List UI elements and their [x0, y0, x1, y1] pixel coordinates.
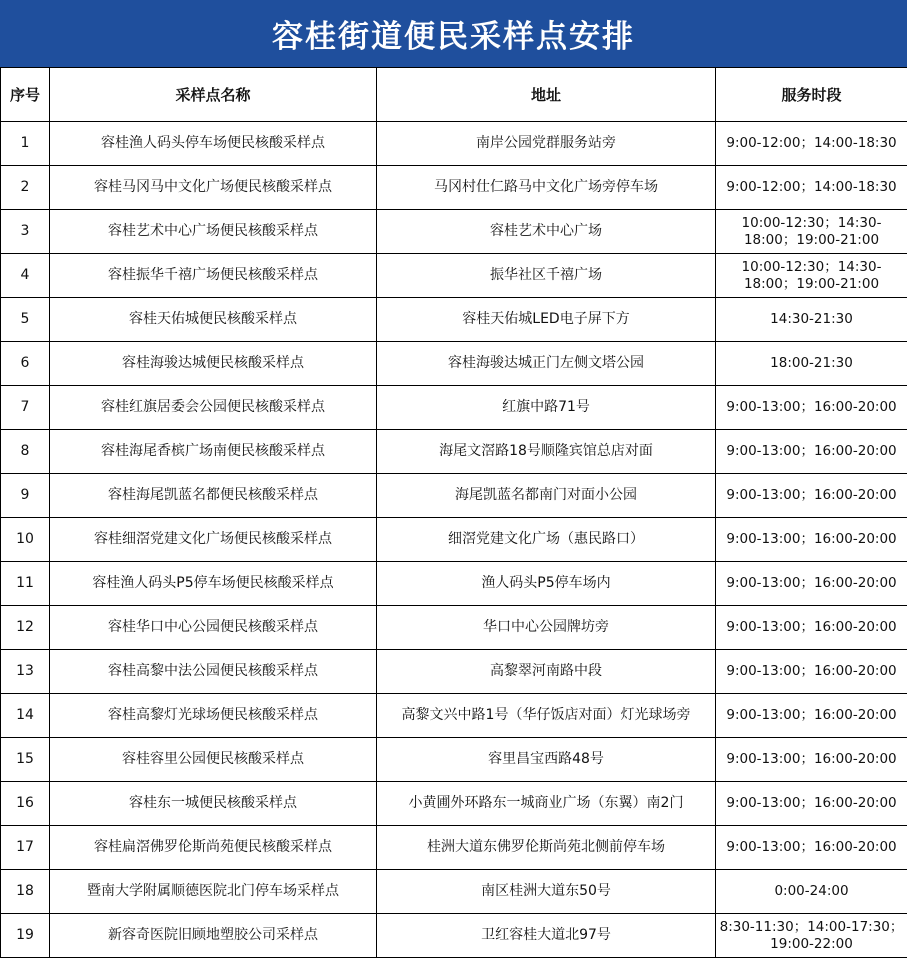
cell-time: 14:30-21:30	[716, 298, 907, 342]
cell-no: 1	[1, 122, 50, 166]
cell-name: 容桂马冈马中文化广场便民核酸采样点	[50, 166, 377, 210]
cell-no: 19	[1, 914, 50, 958]
cell-time: 9:00-13:00；16:00-20:00	[716, 474, 907, 518]
cell-name: 容桂海骏达城便民核酸采样点	[50, 342, 377, 386]
cell-no: 5	[1, 298, 50, 342]
cell-no: 7	[1, 386, 50, 430]
table-row	[1, 870, 907, 914]
cell-no: 10	[1, 518, 50, 562]
table-row	[1, 298, 907, 342]
cell-no: 12	[1, 606, 50, 650]
sampling-points-table	[0, 67, 907, 958]
cell-time: 9:00-13:00；16:00-20:00	[716, 606, 907, 650]
cell-time: 0:00-24:00	[716, 870, 907, 914]
header-no: 序号	[1, 68, 50, 122]
table-row	[1, 562, 907, 606]
cell-no: 3	[1, 210, 50, 254]
table-row	[1, 738, 907, 782]
cell-name: 容桂渔人码头停车场便民核酸采样点	[50, 122, 377, 166]
cell-no: 15	[1, 738, 50, 782]
table-row	[1, 430, 907, 474]
cell-name: 容桂细滘党建文化广场便民核酸采样点	[50, 518, 377, 562]
cell-no: 2	[1, 166, 50, 210]
cell-name: 暨南大学附属顺德医院北门停车场采样点	[50, 870, 377, 914]
cell-address: 容里昌宝西路48号	[377, 738, 716, 782]
cell-address: 容桂艺术中心广场	[377, 210, 716, 254]
cell-name: 容桂渔人码头P5停车场便民核酸采样点	[50, 562, 377, 606]
cell-name: 容桂振华千禧广场便民核酸采样点	[50, 254, 377, 298]
cell-name: 容桂艺术中心广场便民核酸采样点	[50, 210, 377, 254]
cell-no: 8	[1, 430, 50, 474]
cell-time: 9:00-12:00；14:00-18:30	[716, 166, 907, 210]
cell-address: 细滘党建文化广场（惠民路口）	[377, 518, 716, 562]
cell-time: 9:00-13:00；16:00-20:00	[716, 650, 907, 694]
cell-no: 13	[1, 650, 50, 694]
cell-time: 9:00-13:00；16:00-20:00	[716, 738, 907, 782]
cell-address: 南岸公园党群服务站旁	[377, 122, 716, 166]
cell-address: 容桂天佑城LED电子屏下方	[377, 298, 716, 342]
cell-time: 9:00-13:00；16:00-20:00	[716, 782, 907, 826]
cell-address: 马冈村仕仁路马中文化广场旁停车场	[377, 166, 716, 210]
cell-time: 9:00-13:00；16:00-20:00	[716, 386, 907, 430]
cell-time: 10:00-12:30；14:30-18:00；19:00-21:00	[716, 254, 907, 298]
cell-no: 18	[1, 870, 50, 914]
cell-time: 9:00-13:00；16:00-20:00	[716, 826, 907, 870]
cell-name: 容桂红旗居委会公园便民核酸采样点	[50, 386, 377, 430]
cell-name: 容桂海尾香槟广场南便民核酸采样点	[50, 430, 377, 474]
table-row	[1, 210, 907, 254]
cell-address: 桂洲大道东佛罗伦斯尚苑北侧前停车场	[377, 826, 716, 870]
cell-no: 16	[1, 782, 50, 826]
cell-time: 9:00-13:00；16:00-20:00	[716, 518, 907, 562]
cell-address: 华口中心公园牌坊旁	[377, 606, 716, 650]
cell-no: 17	[1, 826, 50, 870]
table-row	[1, 166, 907, 210]
cell-name: 容桂高黎灯光球场便民核酸采样点	[50, 694, 377, 738]
cell-address: 南区桂洲大道东50号	[377, 870, 716, 914]
cell-name: 容桂天佑城便民核酸采样点	[50, 298, 377, 342]
cell-time: 18:00-21:30	[716, 342, 907, 386]
page-title: 容桂街道便民采样点安排	[0, 0, 907, 67]
cell-no: 14	[1, 694, 50, 738]
table-row	[1, 474, 907, 518]
header-address: 地址	[377, 68, 716, 122]
cell-time: 8:30-11:30；14:00-17:30；19:00-22:00	[716, 914, 907, 958]
table-row	[1, 342, 907, 386]
table-row	[1, 254, 907, 298]
table-row	[1, 122, 907, 166]
table-row	[1, 694, 907, 738]
cell-address: 小黄圃外环路东一城商业广场（东翼）南2门	[377, 782, 716, 826]
cell-no: 6	[1, 342, 50, 386]
table-row	[1, 782, 907, 826]
header-name: 采样点名称	[50, 68, 377, 122]
cell-name: 容桂东一城便民核酸采样点	[50, 782, 377, 826]
cell-time: 9:00-13:00；16:00-20:00	[716, 430, 907, 474]
cell-no: 11	[1, 562, 50, 606]
cell-address: 容桂海骏达城正门左侧文塔公园	[377, 342, 716, 386]
cell-address: 卫红容桂大道北97号	[377, 914, 716, 958]
cell-address: 渔人码头P5停车场内	[377, 562, 716, 606]
cell-address: 海尾凯蓝名都南门对面小公园	[377, 474, 716, 518]
cell-name: 新容奇医院旧顾地塑胶公司采样点	[50, 914, 377, 958]
cell-address: 高黎翠河南路中段	[377, 650, 716, 694]
table-row	[1, 650, 907, 694]
cell-name: 容桂容里公园便民核酸采样点	[50, 738, 377, 782]
cell-time: 9:00-13:00；16:00-20:00	[716, 562, 907, 606]
table-row	[1, 914, 907, 958]
cell-address: 海尾文滘路18号顺隆宾馆总店对面	[377, 430, 716, 474]
cell-no: 4	[1, 254, 50, 298]
table-row	[1, 606, 907, 650]
cell-time: 10:00-12:30；14:30-18:00；19:00-21:00	[716, 210, 907, 254]
cell-name: 容桂华口中心公园便民核酸采样点	[50, 606, 377, 650]
cell-address: 振华社区千禧广场	[377, 254, 716, 298]
table-row	[1, 386, 907, 430]
cell-no: 9	[1, 474, 50, 518]
cell-name: 容桂高黎中法公园便民核酸采样点	[50, 650, 377, 694]
table-row	[1, 826, 907, 870]
cell-name: 容桂海尾凯蓝名都便民核酸采样点	[50, 474, 377, 518]
cell-time: 9:00-12:00；14:00-18:30	[716, 122, 907, 166]
cell-address: 高黎文兴中路1号（华仔饭店对面）灯光球场旁	[377, 694, 716, 738]
table-header-row	[1, 68, 907, 122]
cell-name: 容桂扁滘佛罗伦斯尚苑便民核酸采样点	[50, 826, 377, 870]
cell-time: 9:00-13:00；16:00-20:00	[716, 694, 907, 738]
table-row	[1, 518, 907, 562]
header-time: 服务时段	[716, 68, 907, 122]
cell-address: 红旗中路71号	[377, 386, 716, 430]
